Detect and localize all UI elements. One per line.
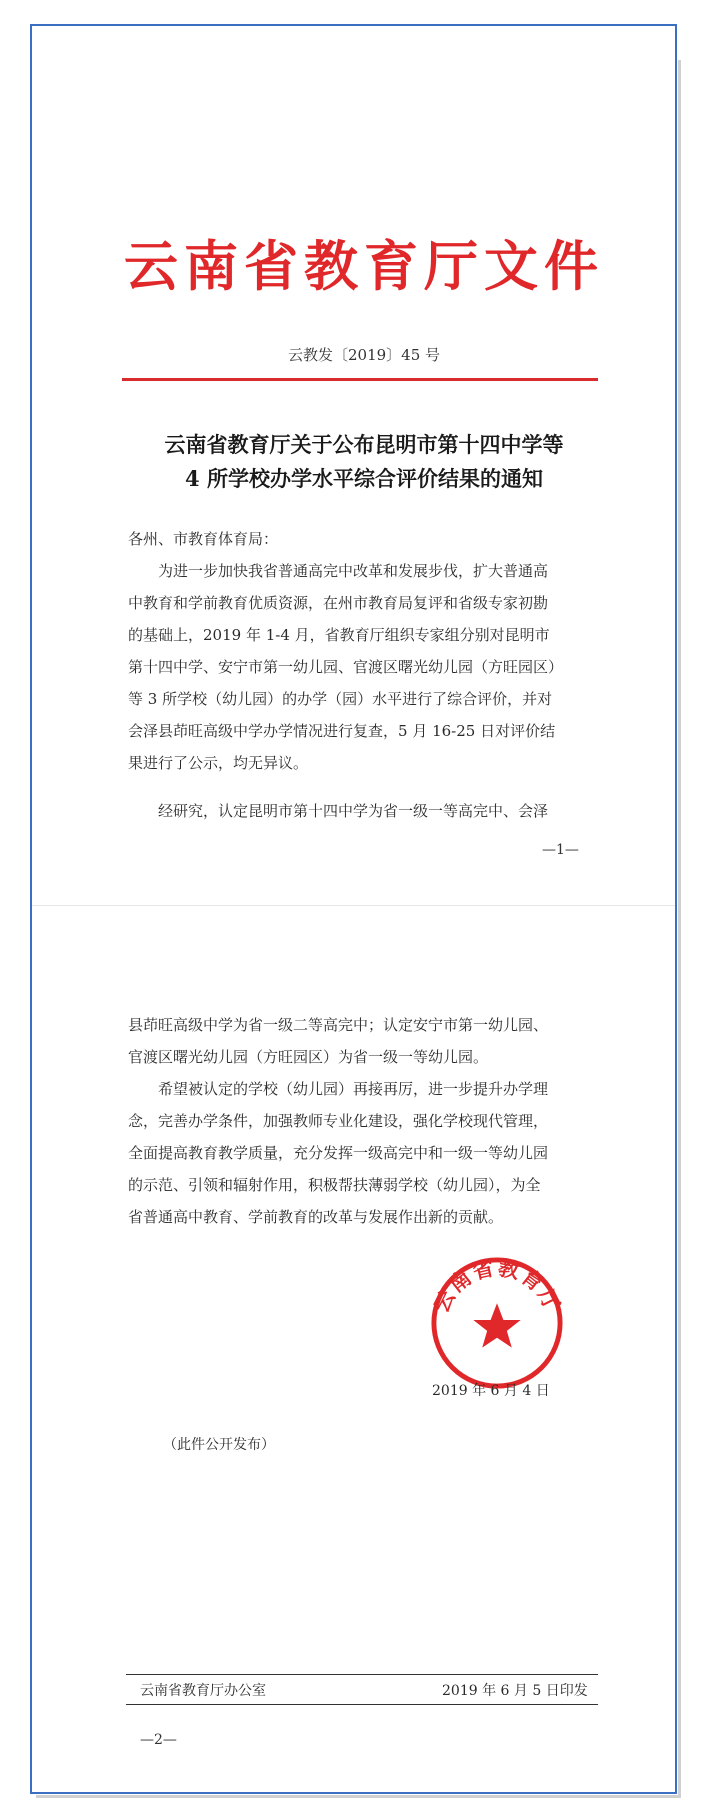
salutation: 各州、市教育体育局： bbox=[128, 530, 279, 548]
paragraph-line: 第十四中学、安宁市第一幼儿园、官渡区曙光幼儿园（方旺园区） bbox=[128, 658, 564, 676]
page-shadow-bottom bbox=[36, 1795, 681, 1798]
notice-title bbox=[0, 428, 728, 496]
seal-text: 云南省教育厅 bbox=[429, 1255, 565, 1317]
star-icon bbox=[473, 1303, 520, 1347]
paragraph-line: 念，完善办学条件，加强教师专业化建设，强化学校现代管理， bbox=[128, 1112, 549, 1130]
paragraph-line: 果进行了公示，均无异议。 bbox=[128, 754, 309, 772]
paragraph-line: 等 3 所学校（幼儿园）的办学（园）水平进行了综合评价，并对 bbox=[128, 690, 553, 708]
paragraph-line: 县茚旺高级中学为省一级二等高完中；认定安宁市第一幼儿园、 bbox=[128, 1016, 549, 1034]
page-shadow bbox=[678, 60, 681, 1796]
footer-rule-bottom bbox=[126, 1704, 598, 1705]
footer-issuer: 云南省教育厅办公室 bbox=[140, 1683, 266, 1699]
red-separator bbox=[122, 378, 598, 381]
paragraph-line: 为进一步加快我省普通高完中改革和发展步伐，扩大普通高 bbox=[158, 562, 549, 580]
page-number-2: —2— bbox=[140, 1732, 177, 1748]
paragraph-line: 会泽县茚旺高级中学办学情况进行复查，5 月 16-25 日对评价结 bbox=[128, 722, 556, 740]
sign-date: 2019 年 6 月 4 日 bbox=[432, 1383, 550, 1399]
paragraph-line: 全面提高教育教学质量，充分发挥一级高完中和一级一等幼儿园 bbox=[128, 1144, 549, 1162]
page-number-1: —1— bbox=[542, 842, 579, 858]
paragraph-line: 官渡区曙光幼儿园（方旺园区）为省一级一等幼儿园。 bbox=[128, 1048, 489, 1066]
notice-title-line-2: 4 所学校办学水平综合评价结果的通知 bbox=[185, 466, 543, 491]
paragraph-line: 中教育和学前教育优质资源，在州市教育局复评和省级专家初勘 bbox=[128, 594, 549, 612]
paragraph-line: 省普通高中教育、学前教育的改革与发展作出新的贡献。 bbox=[128, 1208, 504, 1226]
official-seal bbox=[428, 1254, 566, 1392]
paragraph-line: 的基础上，2019 年 1-4 月，省教育厅组织专家组分别对昆明市 bbox=[128, 626, 550, 644]
paragraph-line: 的示范、引领和辐射作用，积极帮扶薄弱学校（幼儿园），为全 bbox=[128, 1176, 541, 1194]
document-title: 云南省教育厅文件 bbox=[124, 234, 604, 298]
paragraph-line: 希望被认定的学校（幼儿园）再接再厉，进一步提升办学理 bbox=[158, 1080, 549, 1098]
footer-rule-top bbox=[126, 1674, 598, 1675]
notice-title-line-1: 云南省教育厅关于公布昆明市第十四中学等 bbox=[164, 432, 564, 457]
public-note: （此件公开发布） bbox=[163, 1437, 275, 1453]
footer-print-date: 2019 年 6 月 5 日印发 bbox=[442, 1683, 588, 1699]
paragraph-line: 经研究，认定昆明市第十四中学为省一级一等高完中、会泽 bbox=[158, 802, 549, 820]
document-number: 云教发〔2019〕45 号 bbox=[287, 346, 441, 364]
page-divider bbox=[32, 905, 675, 906]
